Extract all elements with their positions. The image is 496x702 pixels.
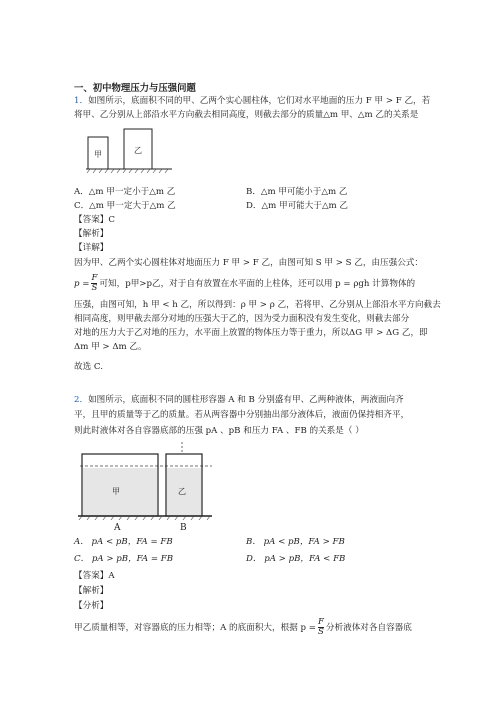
q1-detail-line6: Δm 甲 > Δm 乙。 bbox=[74, 342, 147, 352]
q1-stem-text-1: 如图所示，底面积不同的甲、乙两个实心圆柱体，它们对水平地面的压力 F 甲 > F 乙，若 bbox=[88, 96, 431, 106]
q2-fig-label-jia: 甲 bbox=[112, 487, 120, 496]
q1-analysis-tag: 【解析】 bbox=[74, 229, 109, 239]
q2-option-a: A． pA < pB，FA = FB bbox=[74, 537, 173, 547]
liquid-jia bbox=[83, 468, 157, 515]
q1-conclusion: 故选 C. bbox=[74, 362, 103, 372]
q1-answer: 【答案】C bbox=[74, 215, 115, 225]
ground-hatch bbox=[87, 169, 168, 173]
q2-formula-numerator: F bbox=[317, 617, 324, 627]
q2-stem-line2: 平，且甲的质量等于乙的质量。若从两容器中分别抽出部分液体后，液面仍保持相齐平， bbox=[74, 410, 410, 420]
q2-analysis-tag: 【解析】 bbox=[74, 586, 109, 596]
q2-fig-label-yi: 乙 bbox=[178, 487, 186, 496]
q1-detail-line5: 对地的压力大于乙对地的压力，水平面上放置的物体压力等于重力，所以ΔG 甲 > ΔG 乙，即 bbox=[74, 328, 428, 338]
q1-detail-tag: 【详解】 bbox=[74, 243, 109, 253]
q1-option-a: A．△m 甲一定小于△m 乙 bbox=[74, 187, 176, 197]
formula-fraction bbox=[91, 274, 97, 293]
q2-fig-label-b: B bbox=[180, 523, 187, 532]
q1-number: 1． bbox=[74, 96, 89, 106]
q2-option-c: C． pA > pB，FA = FB bbox=[74, 554, 174, 564]
q2-last-line-text-b: 分析液体对各自容器底 bbox=[325, 623, 412, 633]
q2-answer: 【答案】A bbox=[74, 571, 115, 581]
q1-option-b: B．△m 甲可能小于△m 乙 bbox=[246, 187, 348, 197]
q1-stem-line2: 将甲、乙分别从上部沿水平方向截去相同高度，则截去部分的质量△m 甲、△m 乙的关系是 bbox=[74, 110, 419, 120]
q2-fig-label-a: A bbox=[114, 523, 121, 532]
fig-label-yi: 乙 bbox=[134, 146, 142, 155]
q2-number: 2． bbox=[74, 395, 89, 405]
q2-last-line-text-a: 甲乙质量相等，对容器底的压力相等；A 的底面积大，根据 p = bbox=[74, 623, 316, 633]
q2-stem-line1 bbox=[74, 395, 404, 406]
q2-formula-denominator: S bbox=[317, 627, 324, 637]
q1-detail-line4: 相同高度，则甲截去部分对地的压强大于乙的，因为受力面积没有发生变化，则截去部分 bbox=[74, 314, 410, 324]
formula-denominator: S bbox=[91, 283, 98, 293]
q1-option-c: C．△m 甲一定大于△m 乙 bbox=[74, 201, 176, 211]
q1-detail-line3: 压强，由图可知，h 甲 < h 乙，所以得到：ρ 甲 > ρ 乙，若将甲、乙分别从上部沿水平方向截去 bbox=[74, 300, 441, 310]
q1-stem-line1 bbox=[74, 96, 430, 107]
q1-detail-line2-text: 可知，p甲>p乙，对于自有放置在水平面的上柱体，还可以用 p = ρgh 计算物体的 bbox=[99, 279, 416, 289]
q2-formula-fraction bbox=[318, 618, 324, 637]
formula-numerator: F bbox=[91, 273, 98, 283]
fig-label-jia: 甲 bbox=[94, 150, 102, 159]
q2-option-d: D． pA > pB，FA < FB bbox=[246, 554, 346, 564]
section-title: 一、初中物理压力与压强问题 bbox=[74, 83, 196, 94]
q1-detail-line2 bbox=[74, 274, 415, 294]
q1-figure bbox=[86, 125, 176, 175]
q1-option-d: D．△m 甲可能大于△m 乙 bbox=[246, 201, 349, 211]
q2-stem-line3: 则此时液体对各自容器底部的压强 pA 、pB 和压力 FA 、FB 的关系是（ ） bbox=[74, 426, 364, 436]
q2-stem-text-1: 如图所示，底面积不同的圆柱形容器 A 和 B 分别盛有甲、乙两种液体，两液面向齐 bbox=[88, 395, 404, 405]
q2-option-b: B． pA < pB，FA > FB bbox=[246, 537, 345, 547]
formula-p-eq: p = bbox=[74, 279, 90, 289]
q1-detail-line1: 因为甲、乙两个实心圆柱体对地面压力 F 甲 > F 乙，由图可知 S 甲 > S 乙，由压强公式： bbox=[74, 258, 424, 268]
q2-last-line bbox=[74, 618, 412, 638]
q2-figure bbox=[78, 440, 218, 532]
q2-fenxi-tag: 【分析】 bbox=[74, 601, 109, 611]
